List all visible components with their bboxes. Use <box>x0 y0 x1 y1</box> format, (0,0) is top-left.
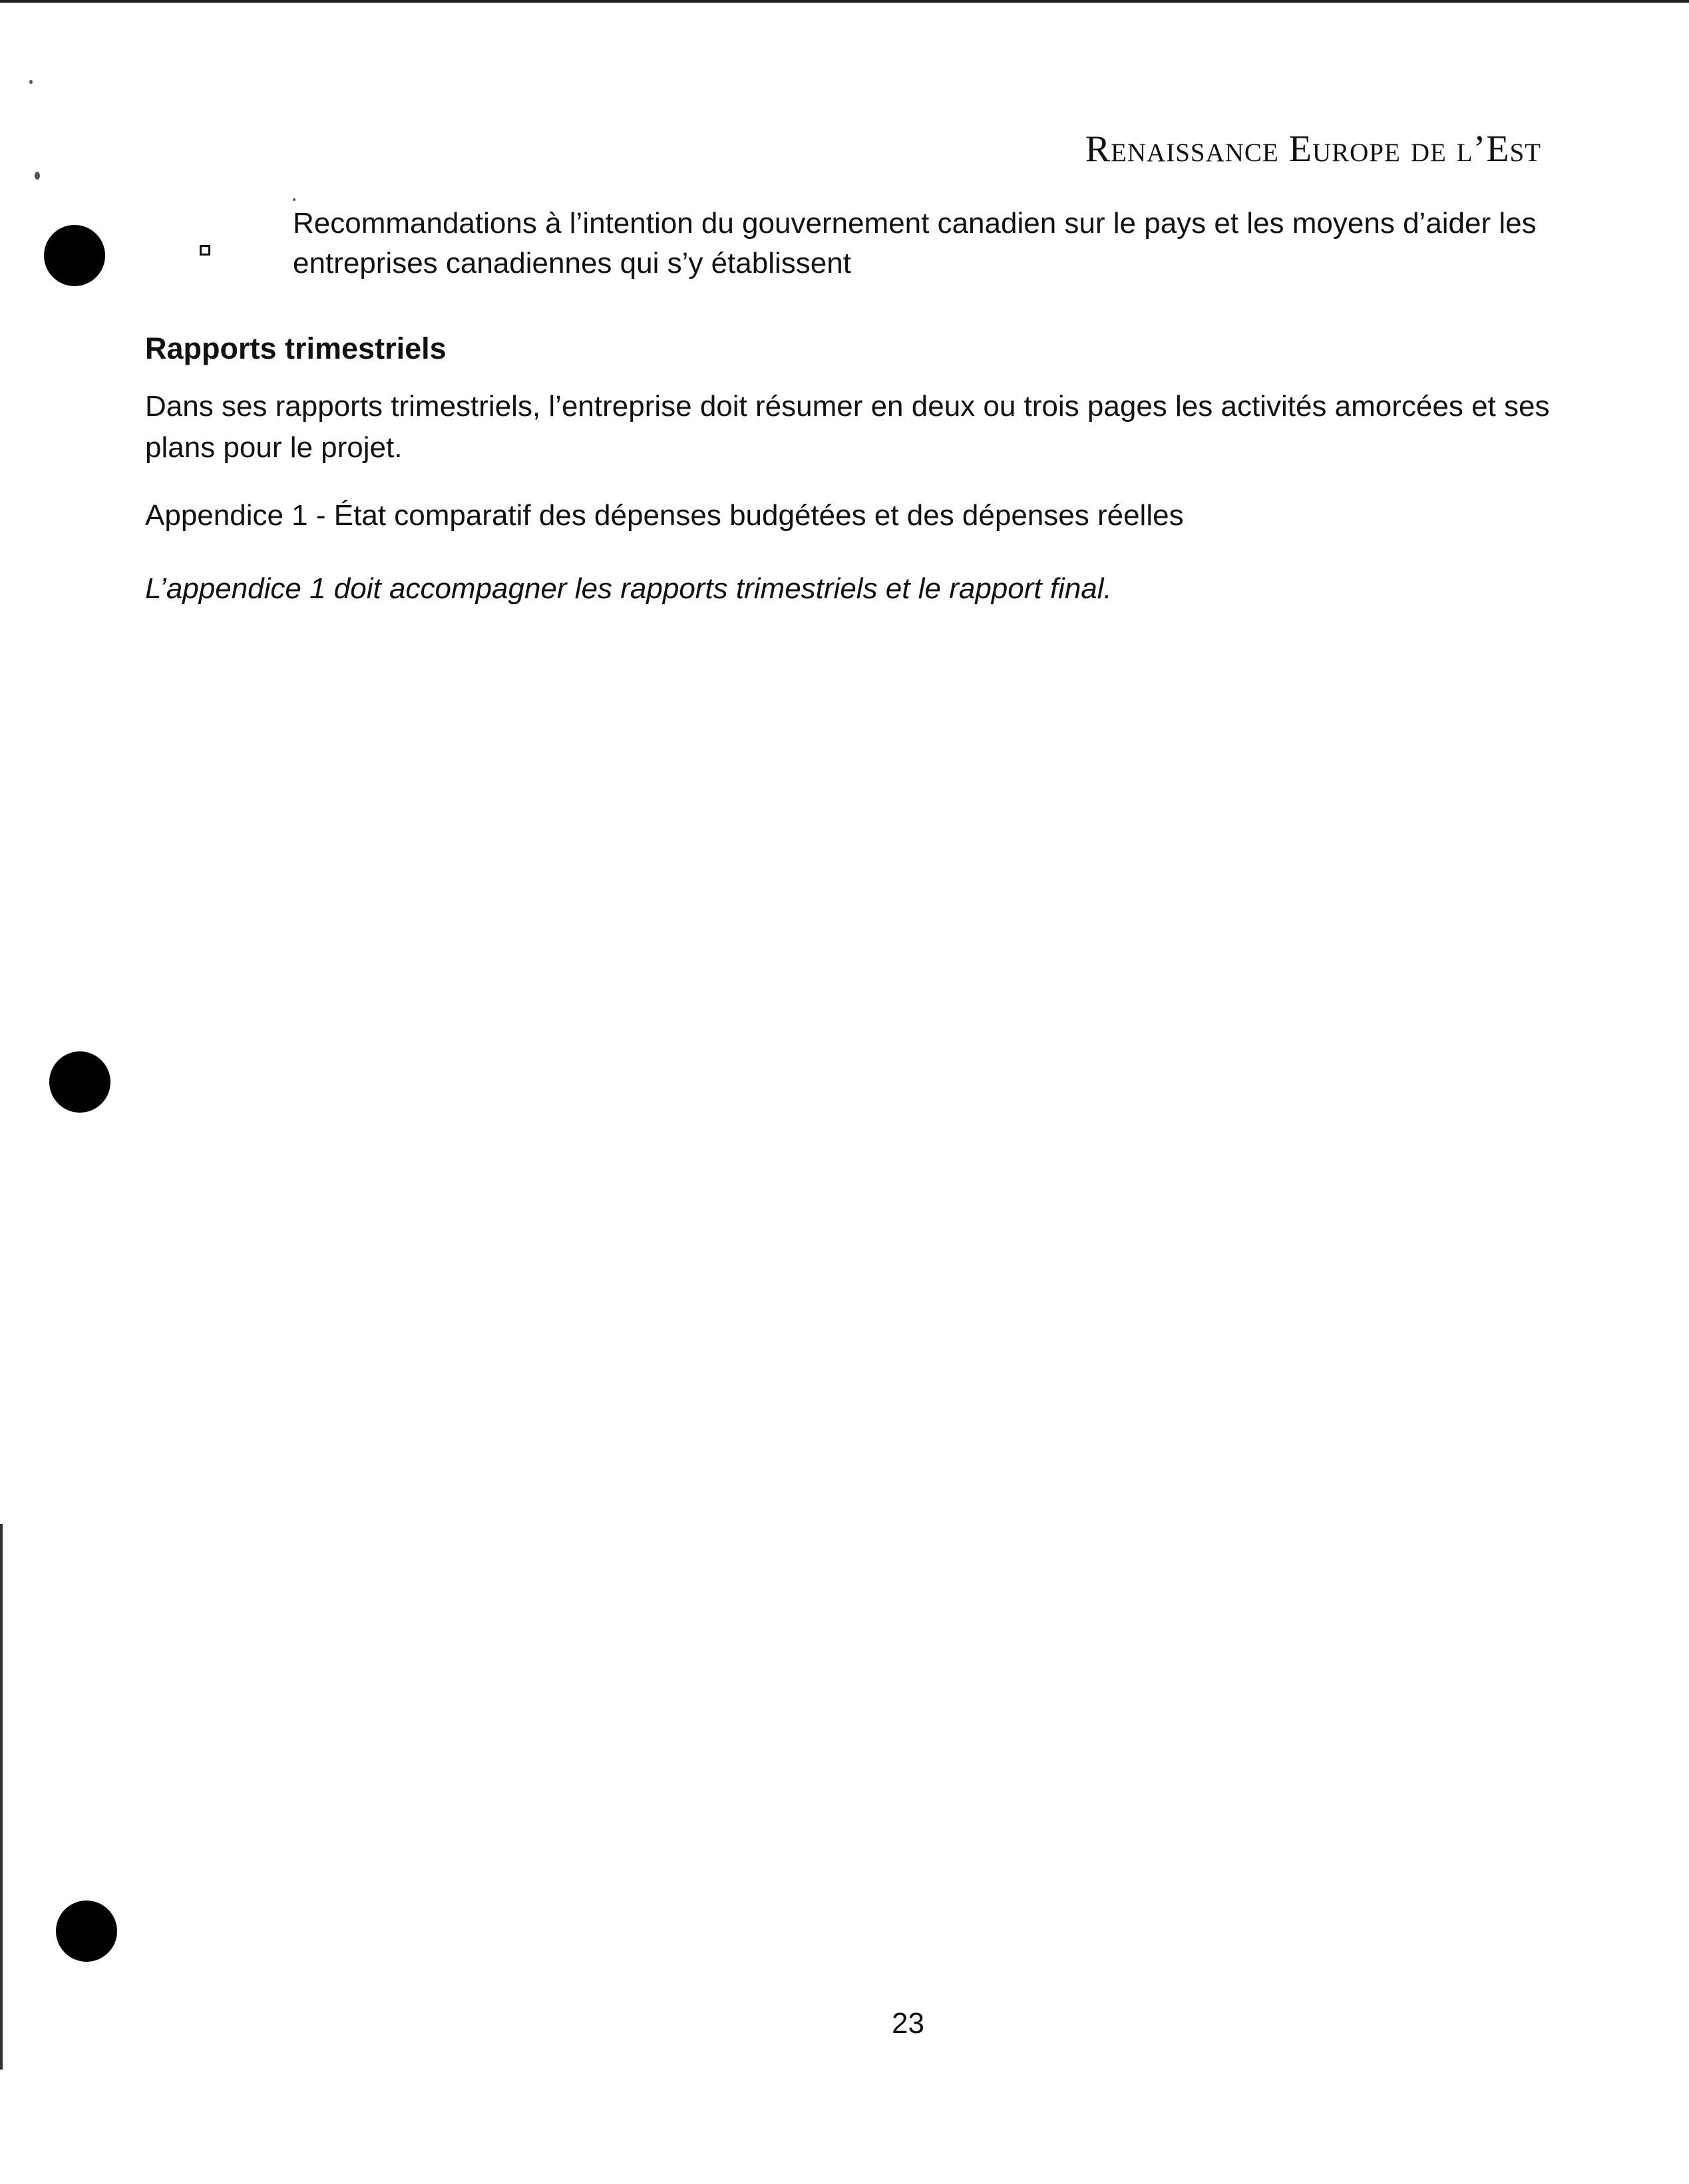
scan-top-border <box>0 0 1689 3</box>
running-header: Renaissance Europe de l’Est <box>1085 128 1541 170</box>
scan-speck <box>35 172 40 180</box>
punch-hole-bottom <box>56 1901 117 1962</box>
appendix-title: Appendice 1 - État comparatif des dépenses budgétées et des dépenses réelles <box>145 499 1184 532</box>
scan-speck <box>29 80 33 84</box>
bullet-text: Recommandations à l’intention du gouvernement canadien sur le pays et les moyens d’aider les entreprises canadiennes qui s’y établissent <box>293 207 1537 279</box>
section-heading: Rapports trimestriels <box>145 331 447 365</box>
appendix-note: L’appendice 1 doit accompagner les rapports trimestriels et le rapport final. <box>145 572 1112 605</box>
page-number: 23 <box>892 2007 924 2040</box>
body-paragraph: Dans ses rapports trimestriels, l’entreprise doit résumer en deux ou trois pages les activités amorcées et ses plans pour le projet. <box>145 390 1550 464</box>
scan-left-edge <box>0 1524 3 2070</box>
square-bullet-icon <box>200 245 210 256</box>
punch-hole-top <box>44 225 105 286</box>
punch-hole-middle <box>49 1051 110 1113</box>
scan-speck <box>293 198 295 201</box>
